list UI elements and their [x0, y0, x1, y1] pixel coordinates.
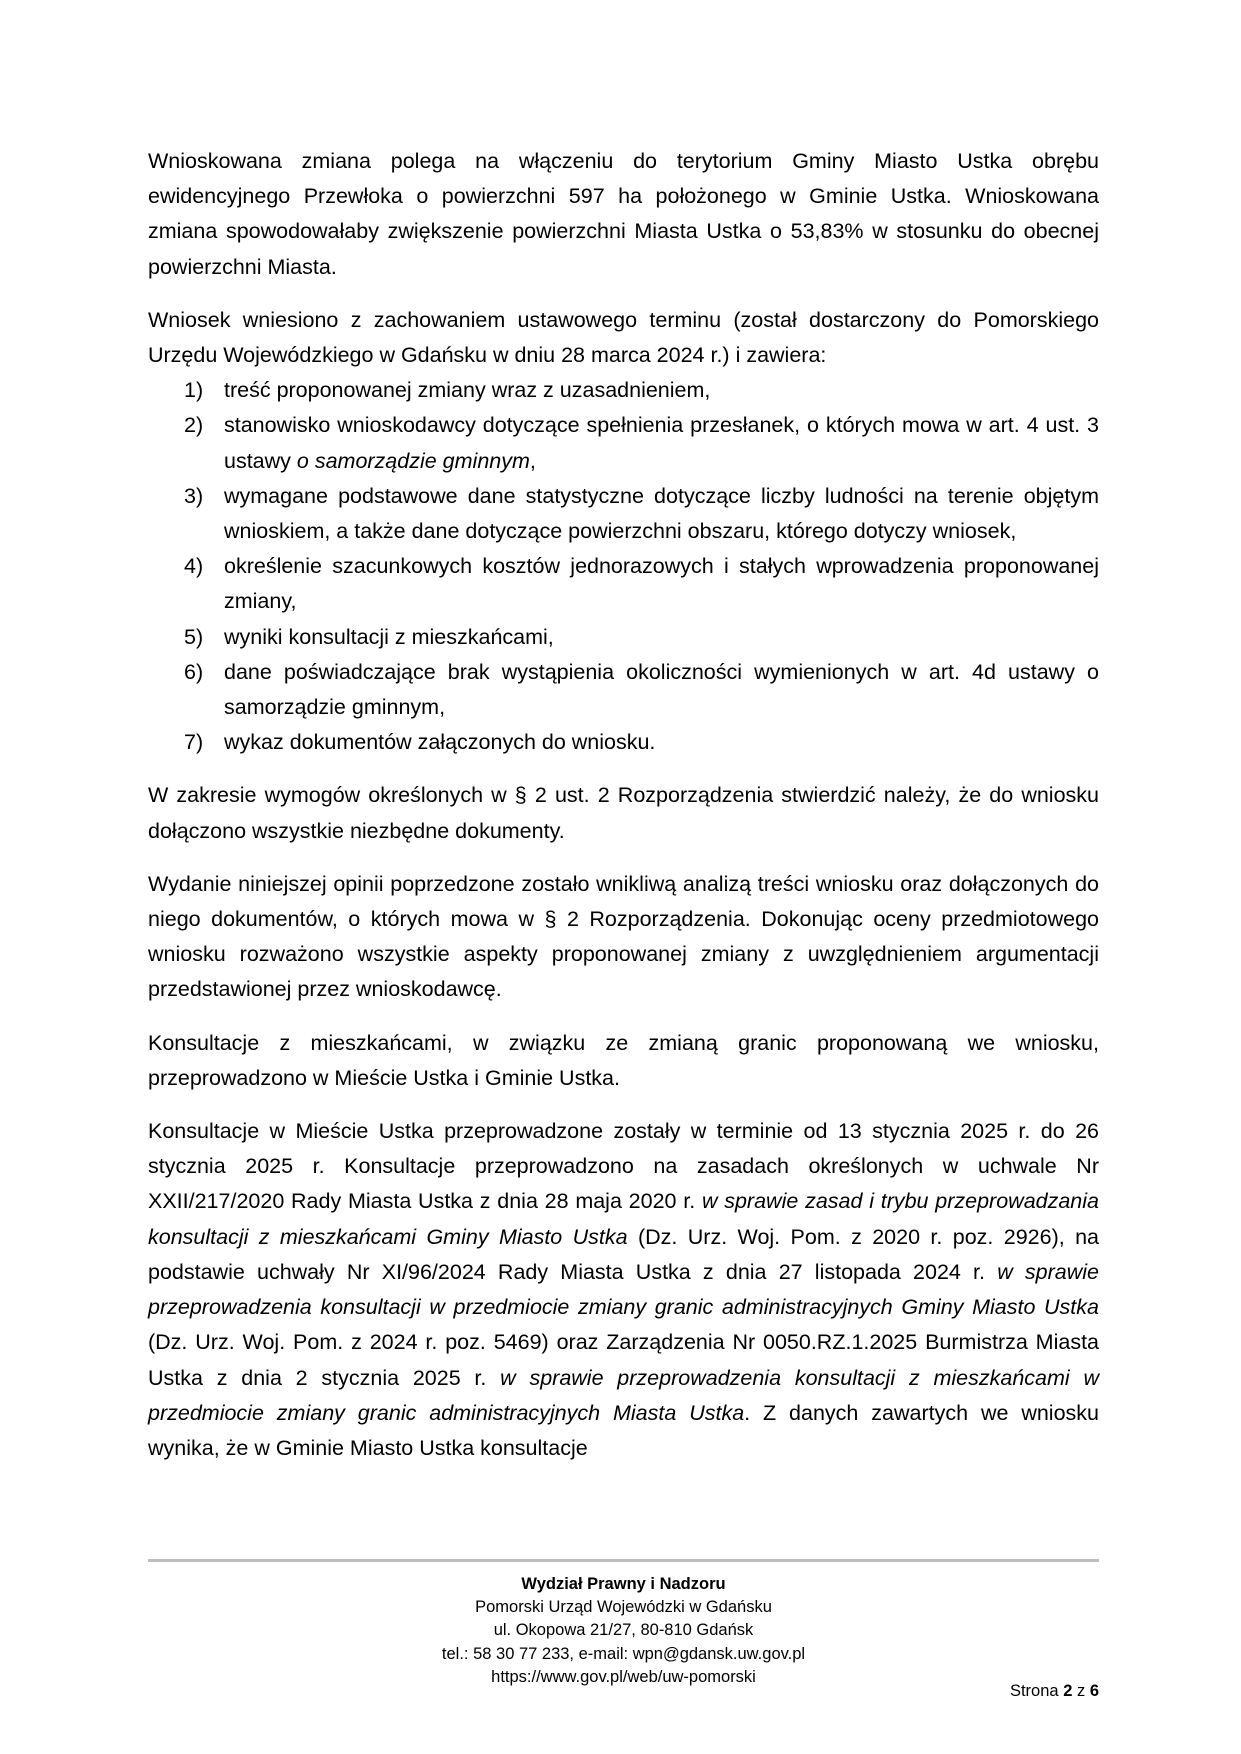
footer-department: Wydział Prawny i Nadzoru [521, 1575, 726, 1593]
text-segment: określenie szacunkowych kosztów jednorazowych i stałych wprowadzenia proponowanej zmiany, [224, 554, 1099, 614]
text-segment: . Z danych zawartych we wniosku wynika, że w Gminie Miasto Ustka konsultacje [148, 1400, 1099, 1460]
page-number-separator: z [1076, 1682, 1086, 1700]
text-segment: wykaz dokumentów załączonych do wniosku. [224, 730, 656, 755]
text-segment: W zakresie wymogów określonych w § 2 ust. 2 Rozporządzenia stwierdzić należy, że do wniosku dołączono wszystkie niezbędne dokumenty. [148, 783, 1099, 843]
list-item [148, 725, 1099, 760]
text-segment: Wydanie niniejszej opinii poprzedzone zostało wnikliwą analizą treści wniosku oraz dołączonych do niego dokumentów, o których mowa w § 2 Rozporządzenia. Dokonując oceny przedmiotowego wniosku rozważono wszystkie aspekty proponowanej zmiany z uwzględnieniem argumentacji przedstawionej przez wnioskodawcę. [148, 871, 1099, 1002]
list-item-number: 5) [184, 624, 204, 649]
list-item-text [224, 730, 655, 754]
page-number-current: 2 [1063, 1682, 1073, 1700]
list-item [148, 373, 1099, 408]
text-segment: wymagane podstawowe dane statystyczne dotyczące liczby ludności na terenie objętym wnioskiem, a także dane dotyczące powierzchni obszaru, którego dotyczy wniosek, [224, 483, 1099, 544]
list-item [148, 655, 1099, 725]
list-item [148, 408, 1099, 478]
text-segment: Wnioskowana zmiana polega na włączeniu do terytorium Gminy Miasto Ustka obrębu ewidencyjnego Przewłoka o powierzchni 597 ha położonego w Gminie Ustka. Wnioskowana zmiana spowodowałaby zwiększenie powierzchni Miasta Ustka o 53,83% w stosunku do obecnej powierzchni Miasta. [148, 149, 1099, 279]
page-number-total: 6 [1089, 1682, 1099, 1700]
text-segment: Konsultacje w Mieście Ustka przeprowadzone zostały w terminie od 13 stycznia 2025 r. do 26 stycznia 2025 r. Konsultacje przeprowadzono na zasadach określonych w uchwale Nr XXII/217/2020 Rady Miasta Ustka z dnia 28 maja 2020 r. [148, 1119, 1099, 1214]
footer-address: ul. Okopowa 21/27, 80-810 Gdańsk [493, 1621, 754, 1640]
paragraph-analysis [148, 867, 1099, 1008]
text-segment: treść proponowanej zmiany wraz z uzasadnieniem, [224, 378, 711, 403]
footer-office: Pomorski Urząd Wojewódzki w Gdańsku [475, 1598, 772, 1617]
paragraph-application-contents [148, 303, 1099, 373]
page-number-label: Strona [1009, 1682, 1059, 1700]
list-item-text [224, 660, 1099, 719]
document-page [148, 144, 1099, 1466]
footer-divider [148, 1559, 1099, 1562]
italic-text-segment: w sprawie zasad i trybu przeprowadzania konsultacji z mieszkańcami Gminy Miasto Ustka [148, 1189, 1100, 1249]
list-item-number: 4) [184, 554, 204, 579]
list-item [148, 549, 1099, 619]
text-segment: Konsultacje z mieszkańcami, w związku ze zmianą granic proponowaną we wniosku, przeprowadzono w Mieście Ustka i Gminie Ustka. [148, 1030, 1099, 1090]
text-segment: Wniosek wniesiono z zachowaniem ustawowego terminu (został dostarczony do Pomorskiego Urzędu Wojewódzkiego w Gdańsku w dniu 28 marca 2024 r.) i zawiera: [148, 307, 1099, 368]
page-number [1010, 1682, 1099, 1701]
paragraph-requirements [148, 778, 1099, 848]
footer [148, 1573, 1099, 1689]
footer-contact: tel.: 58 30 77 233, e-mail: wpn@gdansk.uw.gov.pl [441, 1644, 806, 1663]
list-item-text [224, 484, 1099, 543]
text-segment: (Dz. Urz. Woj. Pom. z 2024 r. poz. 5469) oraz Zarządzenia Nr 0050.RZ.1.2025 Burmistrza Miasta Ustka z dnia 2 stycznia 2025 r. [148, 1330, 1099, 1390]
list-item-number: 6) [184, 659, 204, 684]
list-item-text [224, 378, 710, 402]
text-segment: stanowisko wnioskodawcy dotyczące spełnienia przesłanek, o których mowa w art. 4 ust. 3 ustawy [224, 413, 1099, 473]
paragraph-consultations [148, 1026, 1099, 1096]
paragraph-consultations-ustka [148, 1114, 1099, 1466]
text-segment: , [529, 448, 536, 473]
italic-text-segment: w sprawie przeprowadzenia konsultacji z mieszkańcami w przedmiocie zmiany granic administracyjnych Miasta Ustka [148, 1365, 1099, 1425]
text-segment: (Dz. Urz. Woj. Pom. z 2020 r. poz. 2926), na podstawie uchwały Nr XI/96/2024 Rady Miasta Ustka z dnia 27 listopada 2024 r. [148, 1224, 1099, 1284]
list-item-number: 2) [184, 413, 204, 438]
application-contents-list [148, 373, 1099, 760]
italic-text-segment: w sprawie przeprowadzenia konsultacji w przedmiocie zmiany granic administracyjnych Gminy Miasto Ustka [148, 1259, 1099, 1320]
list-item-number: 7) [184, 730, 204, 755]
list-item-text [224, 413, 1099, 472]
paragraph-change-description [148, 144, 1099, 285]
footer-website: https://www.gov.pl/web/uw-pomorski [491, 1667, 756, 1686]
text-segment: wyniki konsultacji z mieszkańcami, [224, 624, 554, 649]
list-item-text [224, 554, 1099, 613]
list-item [148, 620, 1099, 655]
list-item-number: 1) [184, 378, 204, 403]
text-segment: dane poświadczające brak wystąpienia okoliczności wymienionych w art. 4d ustawy o samorządzie gminnym, [224, 659, 1099, 720]
list-item [148, 479, 1099, 549]
list-item-text [224, 625, 554, 649]
italic-text-segment: o samorządzie gminnym [296, 448, 530, 473]
list-item-number: 3) [184, 483, 204, 508]
